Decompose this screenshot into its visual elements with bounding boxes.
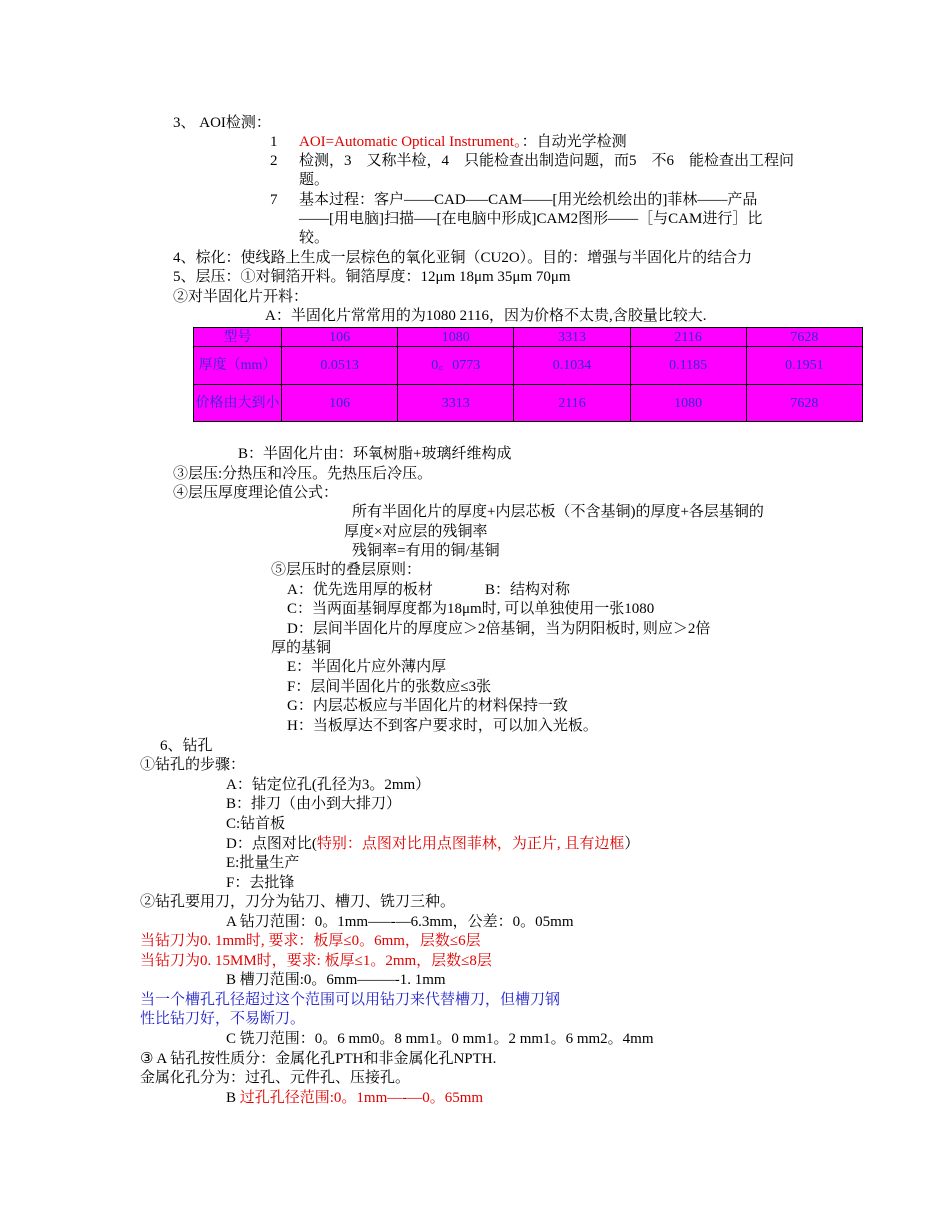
text-line: B：排刀（由小到大排刀） xyxy=(226,796,402,812)
text-line: A：半固化片常常用的为1080 2116，因为价格不太贵,含胶量比较大. xyxy=(265,308,707,324)
table-cell: 3313 xyxy=(398,385,514,422)
text-line: E:批量生产 xyxy=(226,855,300,871)
table-cell: 3313 xyxy=(514,328,630,347)
table-cell: 106 xyxy=(282,385,398,422)
text-line: C:钻首板 xyxy=(226,816,286,832)
formula-line: 厚度×对应层的残铜率 xyxy=(344,524,488,540)
text-line: B：结构对称 xyxy=(485,582,571,598)
text-line: 金属化孔分为：过孔、元件孔、压接孔。 xyxy=(140,1070,411,1086)
text-line: 检测，3 又称半检，4 只能检查出制造问题，而5 不6 能检查出工程问 xyxy=(299,153,795,169)
text-line: 厚的基铜 xyxy=(271,640,332,656)
note-red: 过孔孔径范围:0。1mm—-—0。65mm xyxy=(239,1090,484,1106)
text-line: B：半固化片由：环氧树脂+玻璃纤维构成 xyxy=(238,446,512,462)
table-cell: 106 xyxy=(282,328,398,347)
table-cell: 厚度（mm） xyxy=(194,347,282,385)
text-line: ①钻孔的步骤： xyxy=(140,757,246,773)
table-cell: 0.0513 xyxy=(282,347,398,385)
aoi-definition xyxy=(299,133,627,152)
text-line: ③ A 钻孔按性质分：金属化孔PTH和非金属化孔NPTH. xyxy=(140,1051,497,1067)
table-row xyxy=(194,385,863,422)
table-row xyxy=(194,347,863,385)
text-line: ②钻孔要用刀，刀分为钻刀、槽刀、铣刀三种。 xyxy=(140,894,456,910)
list-number: 1 xyxy=(270,134,278,150)
heading-drilling: 6、钻孔 xyxy=(160,738,213,754)
text-line: F：层间半固化片的张数应≤3张 xyxy=(287,679,492,695)
table-cell: 0.1034 xyxy=(514,347,630,385)
text-line: A：优先选用厚的板材 xyxy=(287,582,433,598)
note-red: 特别：点图对比用点图菲林，为正片, 且有边框 xyxy=(316,836,625,852)
prepreg-table xyxy=(193,327,863,422)
table-cell: 1080 xyxy=(630,385,746,422)
text-line: H：当板厚达不到客户要求时，可以加入光板。 xyxy=(287,718,598,734)
text-line: ④层压厚度理论值公式： xyxy=(173,485,339,501)
text-line: ⑤层压时的叠层原则： xyxy=(271,562,422,578)
note-red: 当钻刀为0. 1mm时, 要求：板厚≤0。6mm，层数≤6层 xyxy=(140,933,481,949)
aoi-term: AOI=Automatic Optical Instrument。 xyxy=(299,134,522,150)
text-line: 基本过程：客户——CAD—–CAM——[用光绘机绘出的]菲林——产品 xyxy=(299,192,758,208)
text-line xyxy=(226,835,639,854)
text-line: B 槽刀范围:0。6mm–——-1. 1mm xyxy=(226,972,446,988)
table-cell: 价格由大到小 xyxy=(194,385,282,422)
text-line: D：层间半固化片的厚度应＞2倍基铜，当为阴阳板时, 则应＞2倍 xyxy=(287,621,711,637)
text-line: ②对半固化片开料： xyxy=(173,289,309,305)
text-line: ③层压:分热压和冷压。先热压后冷压。 xyxy=(173,466,433,482)
text-line: A：钻定位孔(孔径为3。2mm） xyxy=(226,777,431,793)
table-cell: 7628 xyxy=(746,385,862,422)
table-row xyxy=(194,328,863,347)
text-line: C：当两面基铜厚度都为18μm时, 可以单独使用一张1080 xyxy=(287,601,655,617)
formula-line: 所有半固化片的厚度+内层芯板（不含基铜)的厚度+各层基铜的 xyxy=(352,504,764,520)
table-cell: 2116 xyxy=(630,328,746,347)
text-line: F：去批锋 xyxy=(226,875,295,891)
table-cell: 型号 xyxy=(194,328,282,347)
note-blue: 当一个槽孔孔径超过这个范围可以用钻刀来代替槽刀，但槽刀钢 xyxy=(140,992,561,1008)
text-line: 题。 xyxy=(299,172,330,188)
heading-browning: 4、棕化：使线路上生成一层棕色的氧化亚铜（CU2O）。目的：增强与半固化片的结合力 xyxy=(173,250,753,266)
aoi-meaning: ：自动光学检测 xyxy=(521,134,627,150)
text-segment: B xyxy=(226,1090,240,1106)
text-segment: ） xyxy=(624,836,640,852)
text-line: 较。 xyxy=(299,230,330,246)
list-number: 2 xyxy=(270,153,278,169)
table-cell: 7628 xyxy=(746,328,862,347)
note-red: 当钻刀为0. 15MM时，要求: 板厚≤1。2mm，层数≤8层 xyxy=(140,953,492,969)
text-line: G：内层芯板应与半固化片的材料保持一致 xyxy=(287,698,568,714)
heading-aoi: 3、 AOI检测： xyxy=(173,115,271,131)
text-line: C 铣刀范围：0。6 mm0。8 mm1。0 mm1。2 mm1。6 mm2。4mm xyxy=(226,1031,654,1047)
table-cell: 2116 xyxy=(514,385,630,422)
text-line: ——[用电脑]扫描—–[在电脑中形成]CAM2图形——［与CAM进行］比 xyxy=(299,211,763,227)
list-number: 7 xyxy=(270,192,278,208)
table-cell: 0.1185 xyxy=(630,347,746,385)
table-cell: 0.1951 xyxy=(746,347,862,385)
text-line: E：半固化片应外薄内厚 xyxy=(287,659,447,675)
heading-lamination: 5、层压：①对铜箔开料。铜箔厚度：12μm 18μm 35μm 70μm xyxy=(173,269,571,285)
table-cell: 0。0773 xyxy=(398,347,514,385)
formula-line: 残铜率=有用的铜/基铜 xyxy=(352,543,500,559)
note-blue: 性比钻刀好，不易断刀。 xyxy=(140,1011,306,1027)
text-line xyxy=(226,1089,483,1108)
text-segment: D：点图对比( xyxy=(226,836,317,852)
table-cell: 1080 xyxy=(398,328,514,347)
text-line: A 钻刀范围：0。1mm–—-—6.3mm，公差：0。05mm xyxy=(226,914,574,930)
